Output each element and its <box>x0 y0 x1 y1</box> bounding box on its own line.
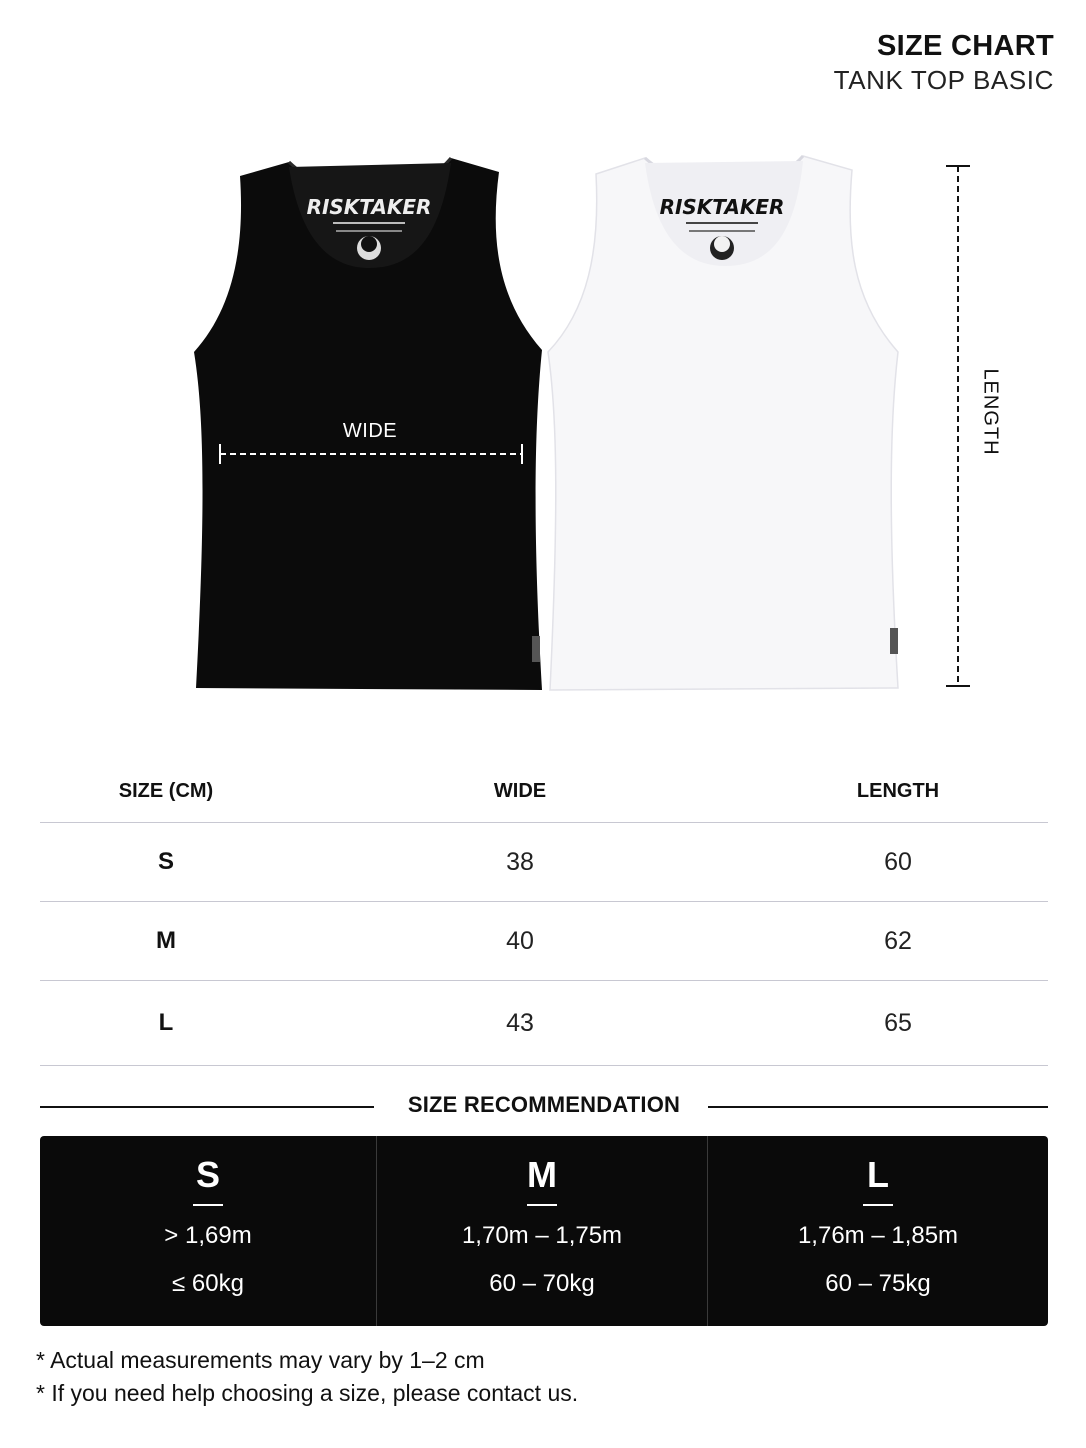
rec-height: 1,76m – 1,85m <box>797 1222 959 1249</box>
rec-height: > 1,69m <box>164 1222 252 1249</box>
header-size: SIZE (CM) <box>118 779 214 802</box>
rec-height: 1,70m – 1,75m <box>461 1222 623 1249</box>
size-cell: S <box>157 848 174 875</box>
underline <box>863 1204 893 1206</box>
length-measure-line <box>946 166 970 686</box>
size-cell: L <box>158 1009 174 1036</box>
recommendation-card-m <box>376 1136 707 1326</box>
rec-size-label: S <box>195 1154 220 1195</box>
length-cell: 62 <box>884 926 912 955</box>
rec-size-label: L <box>867 1154 889 1195</box>
size-table <box>40 760 1048 1066</box>
recommendation-card-l <box>707 1136 1048 1326</box>
table-row <box>40 823 1048 902</box>
wide-cell: 40 <box>506 926 534 955</box>
length-cell: 65 <box>884 1008 912 1037</box>
tank-tops-svg <box>0 0 1086 720</box>
table-header-row <box>40 760 1048 823</box>
length-label: LENGTH <box>979 368 1002 456</box>
footnotes <box>36 1344 578 1410</box>
wide-cell: 43 <box>506 1008 534 1037</box>
rec-size-label: M <box>527 1154 557 1195</box>
white-tank-top-image <box>548 156 898 690</box>
underline <box>527 1204 557 1206</box>
table-row <box>40 902 1048 981</box>
rec-weight: 60 – 70kg <box>489 1270 595 1297</box>
size-cell: M <box>156 927 176 954</box>
brand-logo-black: RISKTAKER <box>306 195 432 219</box>
wide-cell: 38 <box>506 847 534 876</box>
underline <box>193 1204 223 1206</box>
footnote: * If you need help choosing a size, please contact us. <box>36 1380 579 1406</box>
table-row <box>40 981 1048 1066</box>
brand-logo-white: RISKTAKER <box>659 195 785 219</box>
recommendation-heading <box>40 1092 1048 1122</box>
page-title: SIZE CHART <box>877 30 1054 62</box>
length-cell: 60 <box>884 847 912 876</box>
rec-weight: ≤ 60kg <box>172 1270 244 1297</box>
rec-weight: 60 – 75kg <box>825 1270 931 1297</box>
wide-label: WIDE <box>342 420 398 442</box>
header-wide: WIDE <box>493 779 547 802</box>
header-length: LENGTH <box>856 779 940 802</box>
recommendation-panel <box>40 1136 1048 1326</box>
product-illustration <box>0 0 1086 720</box>
footnote: * Actual measurements may vary by 1–2 cm <box>36 1347 485 1373</box>
page-subtitle: TANK TOP BASIC <box>833 65 1054 95</box>
recommendation-title: SIZE RECOMMENDATION <box>407 1092 681 1117</box>
recommendation-card-s <box>40 1136 376 1326</box>
